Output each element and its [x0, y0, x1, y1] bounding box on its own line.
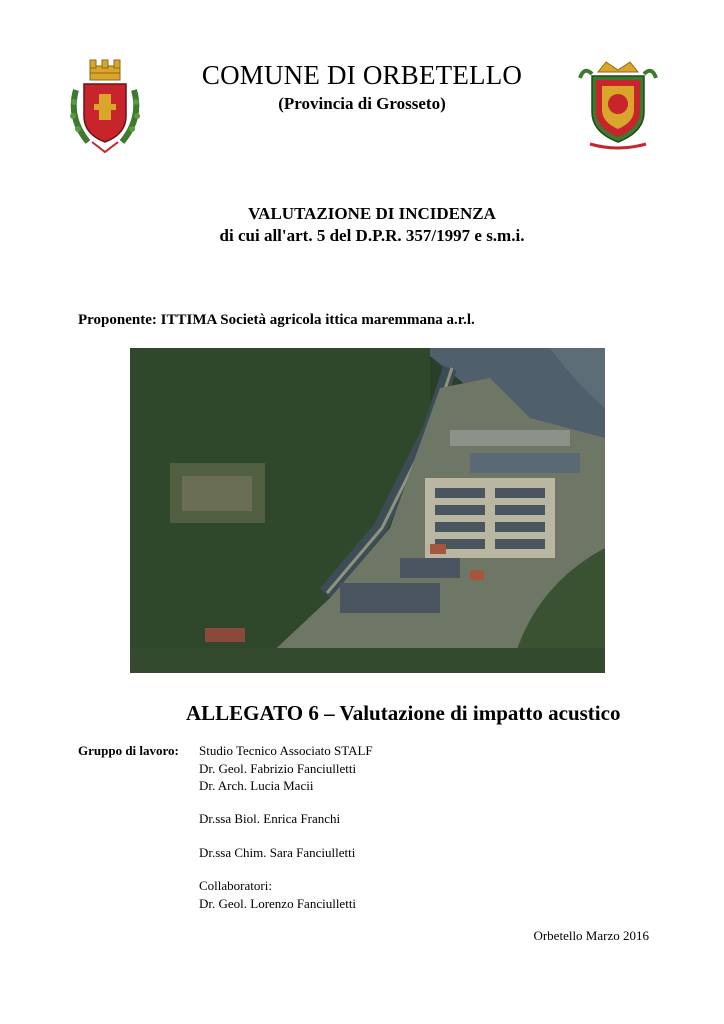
page-subtitle: (Provincia di Grosseto)	[278, 94, 446, 113]
team-member: Dr. Geol. Fabrizio Fanciulletti	[199, 761, 357, 776]
team-member: Dr.ssa Chim. Sara Fanciulletti	[199, 845, 356, 860]
team-label: Gruppo di lavoro:	[78, 743, 179, 758]
page-title: COMUNE DI ORBETELLO	[201, 60, 523, 90]
proponent-line: Proponente: ITTIMA Società agricola ittica maremmana a.r.l.	[78, 312, 475, 328]
aerial-photo	[130, 348, 605, 673]
team-member: Dr.ssa Biol. Enrica Franchi	[199, 811, 341, 826]
study-reference: di cui all'art. 5 del D.P.R. 357/1997 e s.m.i.	[219, 226, 525, 245]
annex-title: ALLEGATO 6 – Valutazione di impatto acustico	[186, 701, 621, 725]
collaborators-label: Collaboratori:	[199, 878, 272, 893]
study-title: VALUTAZIONE DI INCIDENZA	[248, 204, 496, 223]
team-member: Studio Tecnico Associato STALF	[199, 743, 373, 758]
team-member: Dr. Arch. Lucia Macii	[199, 778, 314, 793]
place-date: Orbetello Marzo 2016	[533, 928, 649, 943]
team-member: Dr. Geol. Lorenzo Fanciulletti	[199, 896, 357, 911]
